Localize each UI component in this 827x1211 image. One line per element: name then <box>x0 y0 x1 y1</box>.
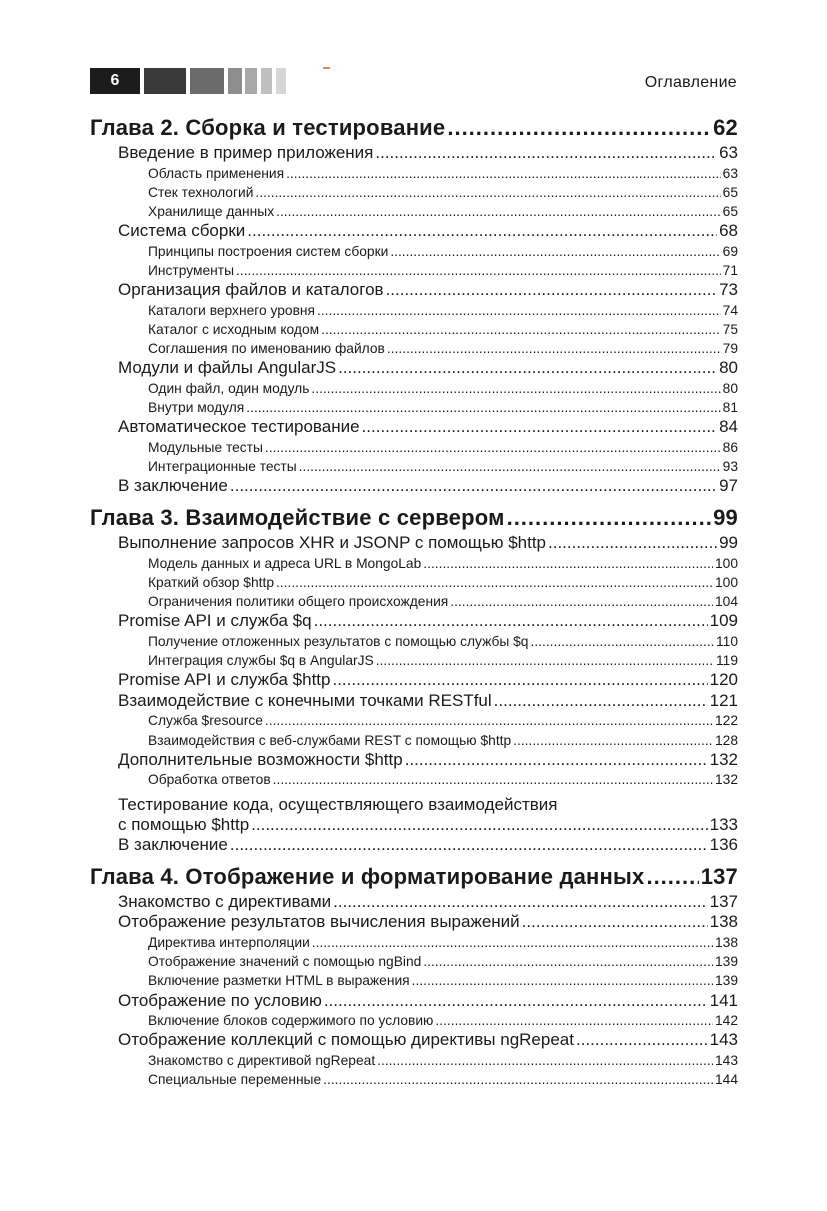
toc-subentry[interactable] <box>90 379 738 398</box>
leader-dots <box>230 835 708 856</box>
entry-page: 75 <box>722 322 738 337</box>
toc-entry-testing-line2[interactable] <box>90 815 738 836</box>
entry-title: Организация файлов и каталогов <box>118 280 384 300</box>
toc-subentry[interactable] <box>90 164 738 183</box>
toc-subentry[interactable] <box>90 971 738 990</box>
entry-title: В заключение <box>118 835 228 855</box>
leader-dots <box>286 164 721 183</box>
header-bar-3 <box>228 68 242 94</box>
entry-page: 97 <box>719 476 738 496</box>
toc-subentry[interactable] <box>90 592 738 611</box>
chapter-4-heading[interactable] <box>90 862 738 892</box>
entry-page: 63 <box>722 165 738 181</box>
entry-page: 110 <box>716 633 738 649</box>
entry-title: Отображение коллекций с помощью директивы ngRepeat <box>118 1030 574 1050</box>
toc-subentry[interactable] <box>90 261 738 280</box>
toc-subentry[interactable] <box>90 242 738 261</box>
chapter-3-heading[interactable] <box>90 503 738 533</box>
leader-dots <box>246 398 720 417</box>
toc-entry[interactable] <box>90 912 738 933</box>
leader-dots <box>435 1011 713 1030</box>
entry-title: Включение блоков содержимого по условию <box>148 1013 434 1029</box>
entry-page: 65 <box>722 204 738 219</box>
chapter-4-items <box>90 892 738 1090</box>
leader-dots <box>412 971 713 990</box>
entry-page: 68 <box>719 221 738 241</box>
leader-dots <box>376 651 714 670</box>
toc-entry[interactable] <box>90 358 738 379</box>
toc-subentry[interactable] <box>90 1070 738 1089</box>
toc-entry[interactable] <box>90 611 738 632</box>
entry-page: 93 <box>722 459 738 475</box>
toc-entry[interactable] <box>90 221 738 242</box>
entry-page: 99 <box>719 533 738 552</box>
leader-dots <box>522 912 708 933</box>
toc-entry[interactable] <box>90 892 738 913</box>
table-of-contents <box>90 113 738 1089</box>
entry-title: Отображение значений с помощью ngBind <box>148 954 422 970</box>
leader-dots <box>314 611 708 632</box>
entry-page: 120 <box>709 670 738 690</box>
leader-dots <box>273 770 713 789</box>
entry-page: 142 <box>714 1013 738 1029</box>
entry-page: 132 <box>709 749 738 769</box>
entry-page: 69 <box>722 243 738 259</box>
leader-dots <box>387 339 721 358</box>
entry-title: Принципы построения систем сборки <box>148 243 389 259</box>
leader-dots <box>390 242 720 261</box>
chapter-title: Глава 4. Отображение и форматирование данных <box>90 863 645 889</box>
toc-subentry[interactable] <box>90 770 738 789</box>
leader-dots <box>299 457 721 476</box>
header-bar-6 <box>276 68 286 94</box>
entry-page: 80 <box>719 358 738 378</box>
entry-page: 73 <box>719 280 738 300</box>
entry-page: 138 <box>714 934 738 950</box>
toc-subentry[interactable] <box>90 731 738 750</box>
entry-title: Дополнительные возможности $http <box>118 749 403 769</box>
entry-title: Взаимодействие с конечными точками RESTful <box>118 690 492 710</box>
entry-title: Специальные переменные <box>148 1072 322 1088</box>
entry-title: Соглашения по именованию файлов <box>148 341 385 357</box>
entry-title: Promise API и служба $http <box>118 670 331 690</box>
entry-page: 81 <box>722 400 738 416</box>
leader-dots <box>311 379 720 398</box>
entry-page: 109 <box>709 611 738 631</box>
entry-title: Внутри модуля <box>148 400 245 416</box>
leader-dots <box>265 711 713 730</box>
leader-dots <box>333 892 708 913</box>
chapter-page: 99 <box>713 505 738 530</box>
leader-dots <box>494 691 708 712</box>
toc-entry[interactable] <box>90 670 738 691</box>
entry-title: Служба $resource <box>148 713 263 729</box>
leader-dots <box>386 280 718 301</box>
leader-dots <box>251 815 707 836</box>
leader-dots <box>450 592 713 611</box>
entry-title: Директива интерполяции <box>148 934 310 950</box>
entry-page: 141 <box>709 990 738 1010</box>
entry-title: Область применения <box>148 165 285 181</box>
leader-dots <box>530 632 714 651</box>
leader-dots <box>230 476 717 497</box>
entry-title: Обработка ответов <box>148 772 271 788</box>
toc-entry[interactable] <box>90 1030 738 1051</box>
header-bar-4 <box>245 68 257 94</box>
entry-title: Один файл, один модуль <box>148 381 310 396</box>
header-bar-5 <box>261 68 272 94</box>
toc-subentry[interactable] <box>90 651 738 670</box>
page-header <box>0 0 827 110</box>
entry-title: Знакомство с директивой ngRepeat <box>148 1052 376 1068</box>
entry-title: Модули и файлы AngularJS <box>118 358 337 378</box>
chapter-3-items <box>90 533 738 790</box>
entry-title: Знакомство с директивами <box>118 891 332 911</box>
entry-page: 144 <box>714 1072 738 1088</box>
chapter-title: Глава 3. Взаимодействие с сервером <box>90 505 505 530</box>
leader-dots <box>646 862 698 892</box>
leader-dots <box>362 417 718 438</box>
page-number: 6 <box>90 68 140 94</box>
entry-page: 133 <box>709 814 738 834</box>
toc-subentry[interactable] <box>90 398 738 417</box>
leader-dots <box>247 221 717 242</box>
leader-dots <box>332 670 707 691</box>
entry-page: 86 <box>722 440 738 455</box>
toc-subentry[interactable] <box>90 573 738 592</box>
entry-title: Модульные тесты <box>148 440 263 455</box>
entry-page: 100 <box>714 555 738 571</box>
toc-subentry[interactable] <box>90 933 738 952</box>
entry-title: Promise API и служба $q <box>118 611 312 631</box>
leader-dots <box>548 533 717 554</box>
entry-page: 63 <box>719 143 738 162</box>
toc-subentry[interactable] <box>90 1011 738 1030</box>
entry-title: Инструменты <box>148 263 235 278</box>
entry-page: 100 <box>714 574 738 590</box>
leader-dots <box>255 183 720 202</box>
entry-title: с помощью $http <box>118 814 250 834</box>
toc-entry-testing-line1[interactable]: Тестирование кода, осуществляющего взаимодействия <box>118 794 558 814</box>
toc-subentry[interactable] <box>90 202 738 221</box>
entry-page: 137 <box>709 891 738 911</box>
chapter-title: Глава 2. Сборка и тестирование <box>90 115 446 140</box>
entry-title: Получение отложенных результатов с помощью службы $q <box>148 633 529 649</box>
entry-page: 143 <box>714 1052 738 1068</box>
toc-entry[interactable] <box>90 750 738 771</box>
leader-dots <box>265 438 721 457</box>
toc-subentry[interactable] <box>90 952 738 971</box>
entry-page: 104 <box>714 594 738 609</box>
toc-subentry[interactable] <box>90 457 738 476</box>
entry-page: 122 <box>714 713 738 729</box>
entry-title: Автоматическое тестирование <box>118 417 360 437</box>
entry-page: 138 <box>709 912 738 932</box>
entry-title: Стек технологий <box>148 184 254 200</box>
leader-dots <box>423 554 713 573</box>
leader-dots <box>405 750 708 771</box>
leader-dots <box>375 143 717 164</box>
entry-page: 136 <box>709 835 738 855</box>
entry-page: 128 <box>714 732 738 748</box>
leader-dots <box>323 1070 713 1089</box>
entry-page: 65 <box>722 184 738 200</box>
leader-dots <box>317 301 721 320</box>
leader-dots <box>276 202 721 221</box>
entry-title: Включение разметки HTML в выражения <box>148 973 410 989</box>
toc-entry[interactable] <box>90 691 738 712</box>
entry-title: Интеграция службы $q в AngularJS <box>148 653 374 668</box>
leader-dots <box>236 261 721 280</box>
entry-title: В заключение <box>118 476 228 496</box>
header-bar-1 <box>144 68 186 94</box>
entry-title: Ограничения политики общего происхождения <box>148 594 449 609</box>
entry-title: Введение в пример приложения <box>118 143 374 162</box>
toc-subentry[interactable] <box>90 711 738 730</box>
entry-page: 74 <box>722 302 738 318</box>
leader-dots <box>312 933 713 952</box>
toc-entry-conclusion[interactable] <box>90 835 738 856</box>
header-bar-2 <box>190 68 224 94</box>
toc-subentry[interactable] <box>90 554 738 573</box>
entry-page: 80 <box>722 381 738 396</box>
toc-subentry[interactable] <box>90 1051 738 1070</box>
section-title: Оглавление <box>644 74 737 91</box>
leader-dots <box>377 1051 713 1070</box>
entry-title: Хранилище данных <box>148 204 275 219</box>
entry-page: 139 <box>714 954 738 970</box>
toc-entry[interactable] <box>90 280 738 301</box>
entry-page: 143 <box>709 1030 738 1050</box>
chapter-2-items <box>90 143 738 497</box>
toc-entry[interactable] <box>90 143 738 164</box>
toc-entry[interactable] <box>90 417 738 438</box>
leader-dots <box>423 952 713 971</box>
entry-title: Каталоги верхнего уровня <box>148 302 315 318</box>
entry-page: 79 <box>722 341 738 357</box>
toc-entry[interactable] <box>90 533 738 554</box>
chapter-page: 137 <box>700 863 738 889</box>
printer-mark <box>323 67 330 69</box>
entry-title: Интеграционные тесты <box>148 459 297 475</box>
leader-dots <box>338 358 717 379</box>
toc-subentry[interactable] <box>90 301 738 320</box>
chapter-2-heading[interactable] <box>90 113 738 143</box>
leader-dots <box>447 113 711 143</box>
entry-title: Отображение по условию <box>118 990 322 1010</box>
entry-page: 84 <box>719 417 738 437</box>
entry-page: 139 <box>714 973 738 989</box>
toc-subentry[interactable] <box>90 632 738 651</box>
entry-page: 119 <box>716 653 738 668</box>
entry-title: Система сборки <box>118 221 246 241</box>
toc-subentry[interactable] <box>90 183 738 202</box>
entry-page: 121 <box>709 690 738 710</box>
leader-dots <box>324 991 708 1012</box>
leader-dots <box>507 503 712 533</box>
chapter-page: 62 <box>713 115 738 140</box>
entry-title: Выполнение запросов XHR и JSONP с помощью $http <box>118 533 547 552</box>
entry-page: 71 <box>722 263 738 278</box>
entry-title: Модель данных и адреса URL в MongoLab <box>148 555 422 571</box>
entry-title: Каталог с исходным кодом <box>148 322 320 337</box>
entry-title: Краткий обзор $http <box>148 574 274 590</box>
toc-subentry[interactable] <box>90 320 738 339</box>
toc-subentry[interactable] <box>90 438 738 457</box>
leader-dots <box>513 731 713 750</box>
entry-page: 132 <box>714 772 738 788</box>
toc-entry[interactable] <box>90 991 738 1012</box>
entry-title: Взаимодействия с веб-службами REST с помощью $http <box>148 732 512 748</box>
toc-entry[interactable] <box>90 476 738 497</box>
leader-dots <box>276 573 713 592</box>
entry-title: Отображение результатов вычисления выражений <box>118 912 520 932</box>
toc-subentry[interactable] <box>90 339 738 358</box>
leader-dots <box>321 320 721 339</box>
leader-dots <box>576 1030 708 1051</box>
